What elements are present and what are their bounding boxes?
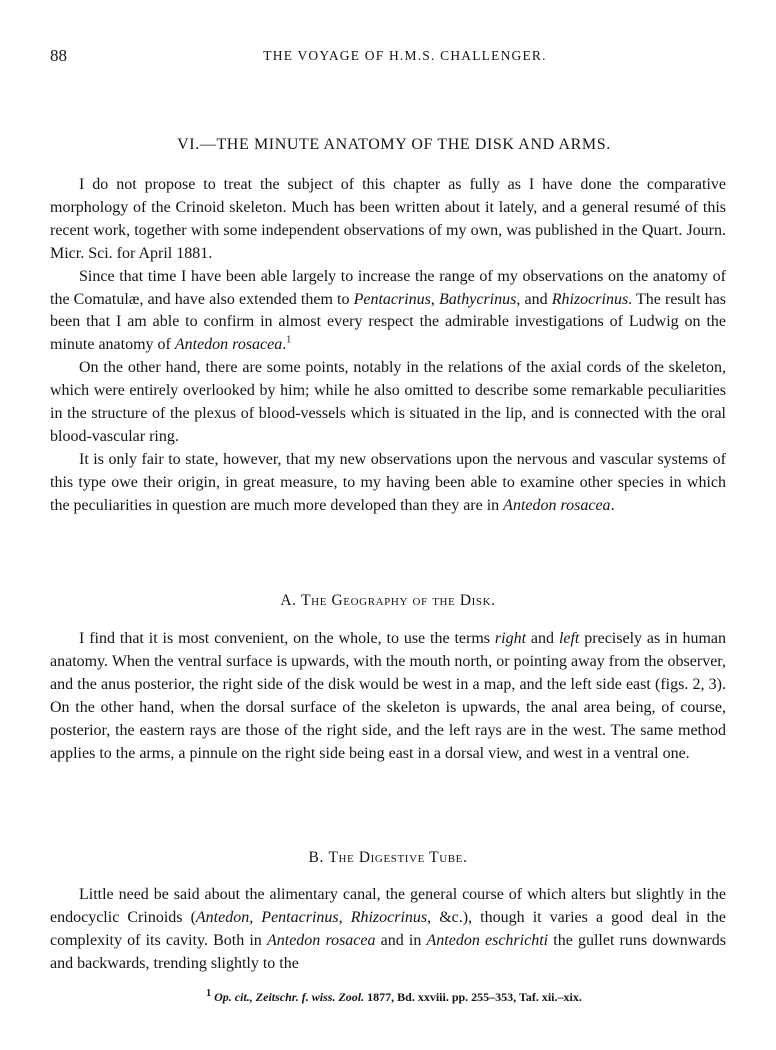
paragraph — [50, 266, 726, 358]
section-a-heading — [0, 592, 776, 610]
text-run: Since that time I have been able largely to increase the range of my observations on the anatomy of the Comatulæ, and have also extended them to — [50, 267, 726, 308]
paragraph — [50, 884, 726, 976]
text-run: and in — [375, 931, 427, 949]
text-run: . — [282, 336, 287, 354]
text-run: the gullet runs downwards and backwards, trending slightly to the — [50, 931, 727, 972]
section-letter: A. — [280, 592, 297, 609]
text-run: , &c.), though it varies a good deal in the complexity of its cavity. Both in — [50, 908, 727, 949]
taxon-name: Antedon, Pentacrinus, Rhizocrinus — [195, 908, 428, 926]
text-run: I do not propose to treat the subject of this chapter as fully as I have done the comparative morphology of the Crinoid skeleton. Much has been written about it lately, and a general resumé of this recent work, together with some independent observations of my own, was published in the Quart. Journ. Micr. Sci. for April 1881. — [50, 176, 726, 262]
page-number: 88 — [50, 46, 67, 65]
taxon-name: Antedon eschrichti — [426, 931, 549, 949]
taxon-name: Antedon rosacea — [174, 336, 283, 354]
term: right — [494, 630, 527, 647]
taxon-name: Bathycrinus — [439, 290, 517, 308]
footnote-marker: 1 — [206, 988, 212, 999]
section-a-text — [50, 628, 726, 765]
citation-title: Op. cit., Zeitschr. f. wiss. Zool. — [214, 990, 365, 1004]
text-run: I find that it is most convenient, on the whole, to use the terms — [79, 630, 495, 647]
section-letter: B. — [308, 849, 324, 866]
footnote — [0, 990, 776, 1005]
running-head — [50, 46, 726, 66]
taxon-name: Pentacrinus — [353, 290, 431, 308]
text-run: . The result has been that I am able to confirm in almost every respect the admirable investigations of Ludwig on the minute anatomy of — [50, 290, 727, 354]
citation-text: 1877, Bd. xxviii. pp. 255–353, Taf. xii.–xix. — [364, 990, 582, 1004]
text-run: , — [430, 290, 440, 308]
text-run: , and — [516, 290, 552, 308]
section-b-text — [50, 884, 726, 976]
intro-text — [50, 174, 726, 518]
footnote-marker[interactable]: 1 — [286, 335, 292, 347]
term: left — [558, 630, 580, 647]
text-run: On the other hand, there are some points, notably in the relations of the axial cords of the skeleton, which were entirely overlooked by him; while he also omitted to describe some remarkable peculiarities in the structure of the plexus of blood-vessels which is situated in the lip, and is connected with the oral blood-vascular ring. — [50, 359, 726, 445]
paragraph — [50, 628, 726, 765]
text-run: It is only fair to state, however, that my new observations upon the nervous and vascular systems of this type owe their origin, in great measure, to my having been able to examine other species in which the peculiarities in question are much more developed than they are in — [50, 450, 726, 514]
taxon-name: Rhizocrinus — [551, 290, 629, 308]
paragraph — [50, 357, 726, 449]
section-title: The Digestive Tube. — [328, 849, 468, 866]
chapter-title: VI.—THE MINUTE ANATOMY OF THE DISK AND ARMS. — [177, 136, 611, 153]
text-run: precisely as in human anatomy. When the ventral surface is upwards, with the mouth north, or pointing away from the observer, and the anus posterior, the right side of the disk would be west in a map, and the left side east (figs. 2, 3). On the other hand, when the dorsal surface of the skeleton is upwards, the anal area being, of course, posterior, the eastern rays are those of the right side, and the left rays are in the west. The same method applies to the arms, a pinnule on the right side being east in a dorsal view, and west in a ventral one. — [50, 630, 726, 762]
paragraph — [50, 449, 726, 518]
section-b-heading — [0, 849, 776, 867]
taxon-name: Antedon rosacea — [266, 931, 376, 949]
paragraph — [50, 174, 726, 266]
text-run: and — [526, 630, 559, 647]
text-run: . — [610, 496, 615, 514]
running-title: THE VOYAGE OF H.M.S. CHALLENGER. — [263, 48, 547, 63]
taxon-name: Antedon rosacea — [503, 496, 611, 514]
text-run: Little need be said about the alimentary canal, the general course of which alters but slightly in the endocyclic Crinoids ( — [50, 886, 726, 926]
section-title: The Geography of the Disk. — [301, 592, 496, 609]
